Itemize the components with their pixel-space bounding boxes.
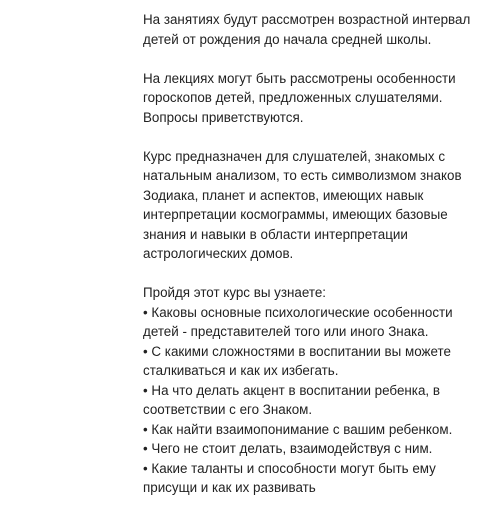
text-line: знания и навыки в области интерпретации bbox=[143, 226, 408, 242]
text-line: гороскопов детей, предложенных слушателями. bbox=[143, 90, 443, 105]
paragraph-audience bbox=[143, 147, 493, 264]
outcomes-intro: Пройдя этот курс вы узнаете: bbox=[143, 285, 327, 300]
text-line: На занятиях будут рассмотрен возрастной интервал bbox=[143, 12, 471, 27]
paragraph-age-range bbox=[143, 10, 493, 49]
text-line: натальным анализом, то есть символизмом знаков bbox=[143, 168, 462, 183]
bullet-item: • Как найти взаимопонимание с вашим ребенком. bbox=[143, 421, 453, 437]
text-line: интерпретации космограммы, имеющих базовые bbox=[143, 207, 448, 222]
text-line: детей от рождения до начала средней школы. bbox=[143, 31, 432, 47]
paragraph-outcomes bbox=[143, 283, 493, 498]
text-line: астрологических домов. bbox=[143, 246, 294, 261]
bullet-item-continuation: детей - представителей того или иного Знака. bbox=[143, 324, 429, 339]
bullet-item-continuation: присущи и как их развивать bbox=[143, 480, 316, 495]
bullet-item: • Какие таланты и способности могут быть ему bbox=[143, 460, 436, 476]
course-description bbox=[143, 10, 493, 517]
text-line: Вопросы приветствуются. bbox=[143, 109, 304, 125]
bullet-item-continuation: сталкиваться и как их избегать. bbox=[143, 363, 339, 378]
bullet-item: • Чего не стоит делать, взаимодействуя с ним. bbox=[143, 441, 433, 456]
text-line: Зодиака, планет и аспектов, имеющих навык bbox=[143, 187, 424, 203]
bullet-item: • С какими сложностями в воспитании вы можете bbox=[143, 343, 451, 359]
bullet-item-continuation: соответствии с его Знаком. bbox=[143, 402, 313, 417]
bullet-item: • Каковы основные психологические особенности bbox=[143, 304, 453, 320]
text-line: Курс предназначен для слушателей, знакомых с bbox=[143, 148, 446, 164]
bullet-item: • На что делать акцент в воспитании ребенка, в bbox=[143, 382, 440, 398]
paragraph-lectures bbox=[143, 69, 493, 128]
text-line: На лекциях могут быть рассмотрены особенности bbox=[143, 70, 456, 86]
